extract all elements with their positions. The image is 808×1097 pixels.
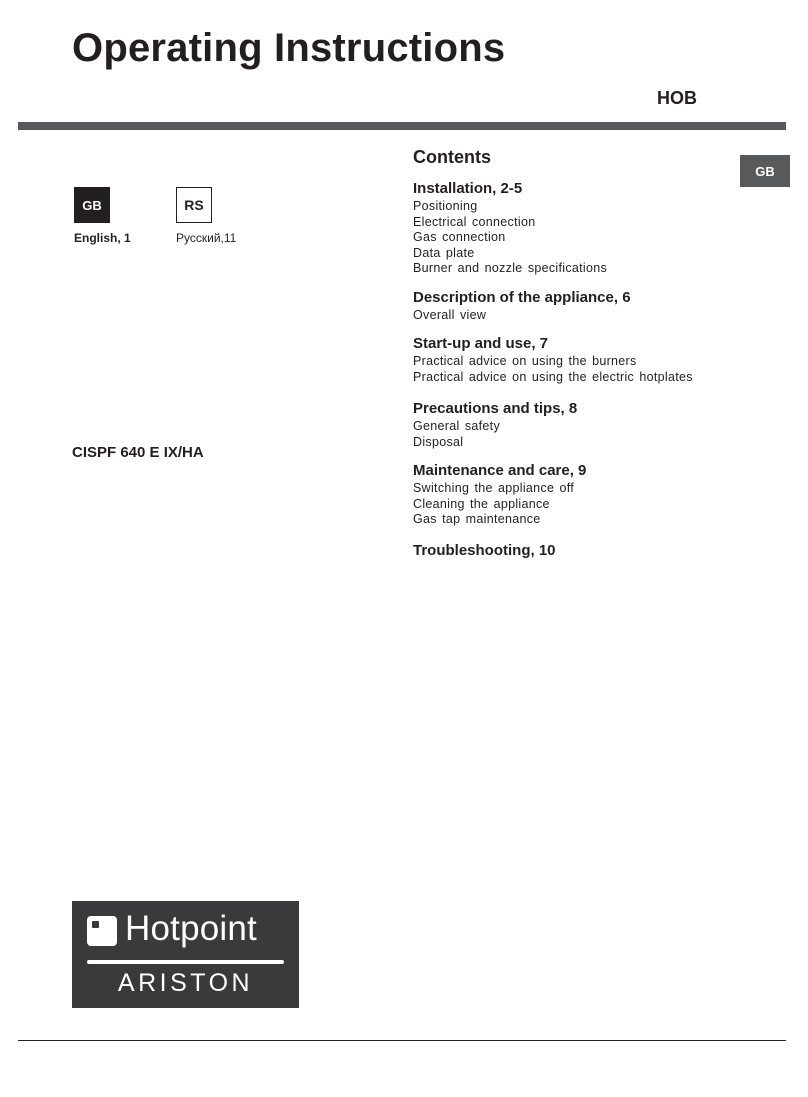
toc-section-title: Maintenance and care, 9 <box>413 462 587 479</box>
toc-section-precautions <box>413 400 577 450</box>
toc-section-installation <box>413 180 607 277</box>
language-badge-gb: GB <box>74 187 110 223</box>
toc-section-maintenance <box>413 462 586 528</box>
logo-divider <box>87 960 284 964</box>
logo-sub-text: ARISTON <box>117 969 254 997</box>
toc-item: Burner and nozzle specifications <box>413 261 608 276</box>
toc-section-title: Description of the appliance, 6 <box>413 289 631 306</box>
toc-item: General safety <box>413 419 500 433</box>
toc-section-title: Installation, 2-5 <box>413 180 523 197</box>
page-title: Operating Instructions <box>72 26 506 70</box>
toc-section-title: Troubleshooting, 10 <box>413 542 556 559</box>
footer-divider <box>18 1040 786 1041</box>
toc-section-description <box>413 289 631 324</box>
logo-brand-text: Hotpoint <box>125 909 257 948</box>
model-number: CISPF 640 E IX/HA <box>72 444 204 461</box>
hotpoint-ariston-logo <box>72 901 299 1008</box>
toc-item: Overall view <box>413 308 487 322</box>
toc-item: Gas tap maintenance <box>413 512 541 527</box>
language-label-russian: Русский,11 <box>176 231 237 245</box>
toc-item: Practical advice on using the burners <box>413 354 637 368</box>
language-label-english: English, 1 <box>74 231 131 245</box>
contents-heading: Contents <box>413 147 491 167</box>
hotpoint-logo-icon <box>87 916 117 946</box>
side-language-tab: GB <box>740 155 790 187</box>
language-badge-rs: RS <box>176 187 212 223</box>
toc-item: Switching the appliance off <box>413 481 575 495</box>
toc-item: Electrical connection <box>413 214 536 229</box>
toc-section-title: Precautions and tips, 8 <box>413 400 578 417</box>
toc-item: Practical advice on using the electric hotplates <box>413 369 693 384</box>
toc-item: Gas connection <box>413 230 506 245</box>
toc-item: Positioning <box>413 199 478 213</box>
toc-section-startup <box>413 335 693 385</box>
toc-section-troubleshooting <box>413 542 556 561</box>
toc-item: Cleaning the appliance <box>413 496 550 511</box>
toc-item: Data plate <box>413 245 475 260</box>
header-divider <box>18 122 786 130</box>
toc-item: Disposal <box>413 434 464 449</box>
toc-section-title: Start-up and use, 7 <box>413 335 549 352</box>
product-type: HOB <box>657 88 697 108</box>
